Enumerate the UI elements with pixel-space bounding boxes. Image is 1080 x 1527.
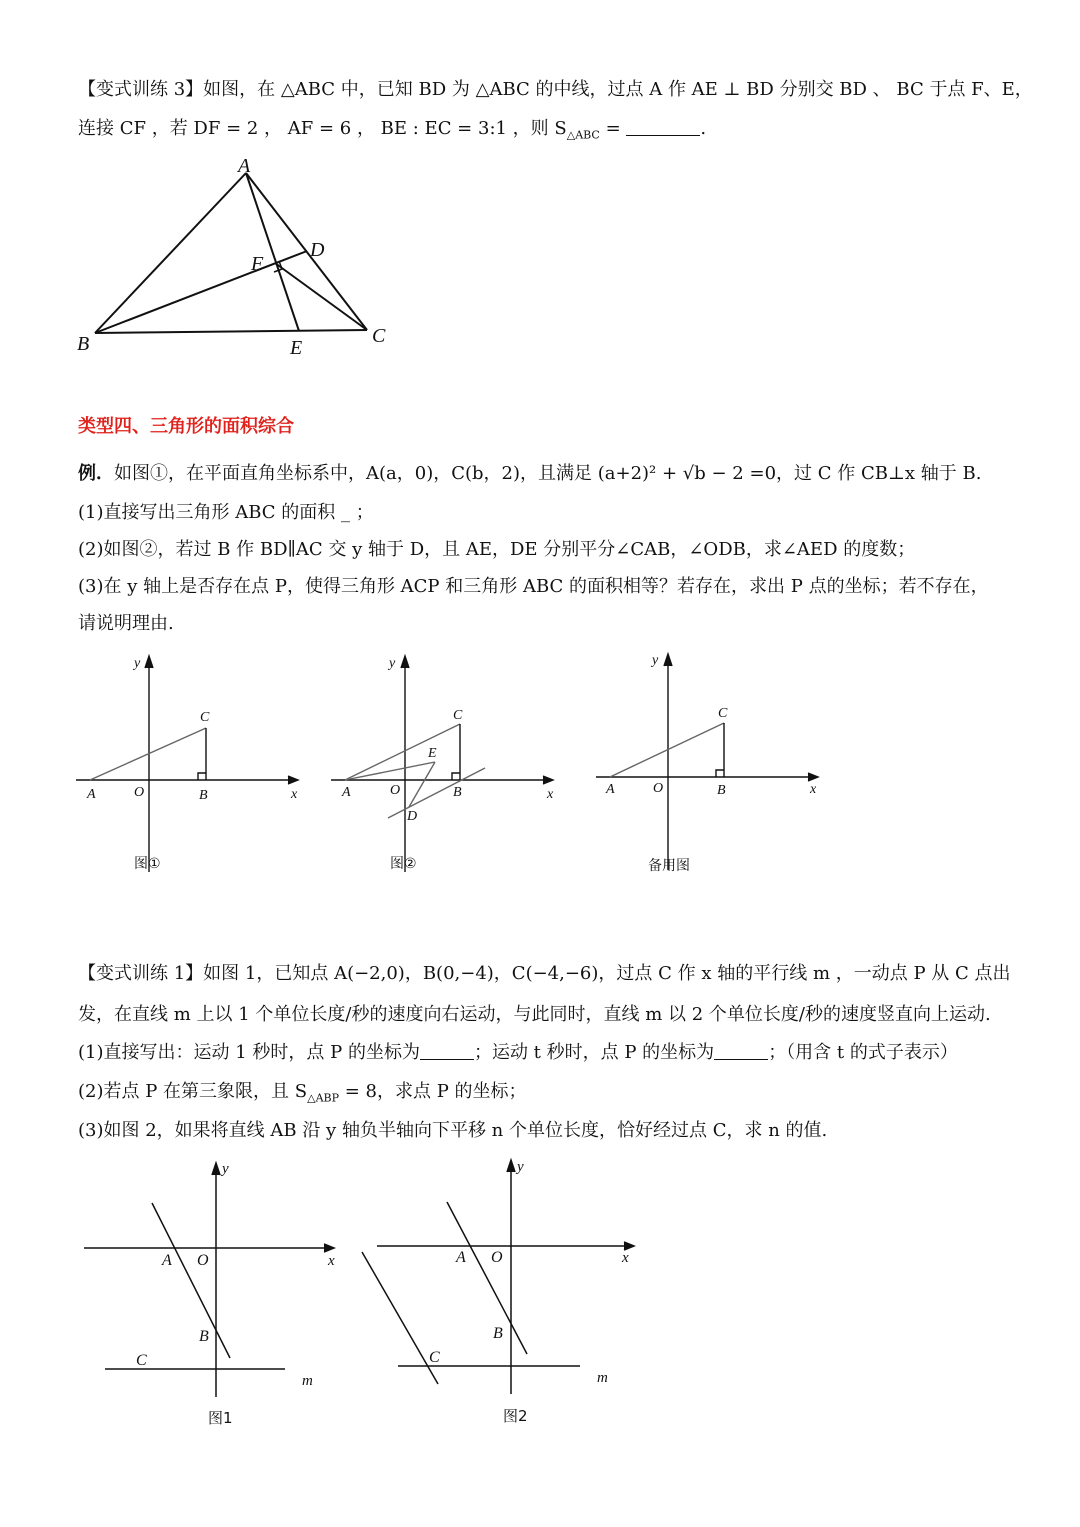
graph-spare [590, 648, 830, 880]
answer-blank-2 [714, 1041, 768, 1060]
axis-x-label: x [328, 1253, 335, 1269]
label-b: B [453, 785, 462, 800]
problem-3-line-2 [78, 117, 706, 148]
figure-2-lines [355, 1152, 645, 1432]
label-a: A [342, 785, 351, 800]
caption-spare: 备用图 [648, 858, 690, 874]
graph-2 [325, 650, 565, 880]
label-m: m [597, 1370, 608, 1386]
caption-figure-1: 图① [134, 856, 161, 872]
variant-1-line-2: 发，在直线 m 上以 1 个单位长度/秒的速度向右运动，与此同时，直线 m 以 2 个单位长度/秒的速度竖直向上运动. [78, 1004, 991, 1025]
label-d: D [310, 239, 325, 261]
axis-x-label: x [622, 1250, 629, 1266]
label-a: A [606, 782, 615, 797]
example-question-1: (1)直接写出三角形 ABC 的面积 _ ； [78, 502, 374, 523]
q1-text-c: ；（用含 t 的式子表示） [768, 1042, 958, 1063]
label-o: O [653, 781, 664, 796]
axis-y-label: y [222, 1161, 229, 1177]
example-question-2: (2)如图②，若过 B 作 BD∥AC 交 y 轴于 D，且 AE，DE 分别平分∠CAB，∠ODB，求∠AED 的度数； [78, 539, 916, 560]
graph-1 [70, 650, 310, 880]
q2-text-a: (2)若点 P 在第三象限，且 S [78, 1081, 308, 1102]
axis-y-label: y [134, 656, 141, 671]
label-b: B [717, 783, 726, 798]
axis-y-label: y [389, 656, 396, 671]
label-a: A [456, 1249, 466, 1266]
variant-1-question-3: (3)如图 2，如果将直线 AB 沿 y 轴负半轴向下平移 n 个单位长度，恰好经过点 C，求 n 的值. [78, 1120, 828, 1141]
label-e: E [290, 337, 303, 359]
segment-cf [275, 263, 367, 330]
caption-fig2: 图2 [503, 1407, 528, 1425]
caption-fig1: 图1 [208, 1409, 233, 1427]
label-o: O [390, 783, 401, 798]
q1-text-a: (1)直接写出：运动 1 秒时，点 P 的坐标为 [78, 1042, 420, 1063]
label-b: B [77, 333, 90, 355]
label-c: C [453, 708, 463, 723]
variant-1-question-1 [78, 1041, 958, 1065]
axis-x-label: x [810, 782, 817, 797]
segment-bc [95, 330, 367, 333]
section-title: 类型四、三角形的面积综合 [78, 416, 294, 437]
variant-1-question-2 [78, 1080, 527, 1111]
label-d: D [407, 809, 418, 824]
label-c: C [136, 1352, 147, 1369]
label-o: O [491, 1249, 503, 1266]
example-text: 如图①，在平面直角坐标系中，A(a，0)，C(b，2)，且满足 (a+2)² + √b − 2 =0，过 C 作 CB⊥x 轴于 B. [114, 463, 982, 484]
axis-y-label: y [517, 1159, 524, 1175]
label-b: B [493, 1325, 503, 1342]
label-c: C [429, 1349, 440, 1366]
equals: = [599, 118, 627, 139]
label-c: C [372, 325, 386, 347]
example-question-3a: (3)在 y 轴上是否存在点 P，使得三角形 ACP 和三角形 ABC 的面积相等？若存在，求出 P 点的坐标；若不存在， [78, 576, 989, 597]
example-line-1 [78, 462, 981, 486]
example-question-3b: 请说明理由. [78, 613, 174, 634]
label-f: F [251, 253, 264, 275]
label-a: A [238, 155, 251, 177]
q2-text-b: = 8，求点 P 的坐标； [339, 1081, 527, 1102]
label-o: O [134, 785, 145, 800]
axis-x-label: x [291, 787, 298, 802]
variant-1-line-1: 【变式训练 1】如图 1，已知点 A(−2,0)，B(0,−4)，C(−4,−6)，过点 C 作 x 轴的平行线 m ，一动点 P 从 C 点出 [78, 963, 1011, 984]
label-c: C [718, 706, 728, 721]
axis-x-label: x [547, 787, 554, 802]
period: . [700, 118, 707, 139]
caption-figure-2: 图② [390, 856, 417, 872]
segment-ae [246, 173, 299, 331]
label-e: E [428, 746, 437, 761]
label-a: A [87, 787, 96, 802]
problem-3-line-1: 【变式训练 3】如图，在 △ABC 中，已知 BD 为 △ABC 的中线，过点 A 作 AE ⊥ BD 分别交 BD 、 BC 于点 F、E， [78, 79, 1033, 100]
example-label: 例． [78, 463, 114, 484]
figure-1-lines [80, 1155, 350, 1435]
answer-blank [626, 117, 700, 136]
label-b: B [199, 788, 208, 803]
label-c: C [200, 710, 210, 725]
label-b: B [199, 1328, 209, 1345]
segment-ab [95, 173, 246, 333]
label-a: A [162, 1252, 172, 1269]
q2-subscript: △ABP [307, 1091, 339, 1105]
label-m: m [302, 1373, 313, 1389]
q1-text-b: ；运动 t 秒时，点 P 的坐标为 [473, 1042, 715, 1063]
area-subscript: △ABC [566, 128, 600, 142]
label-o: O [197, 1252, 209, 1269]
answer-blank-1 [420, 1041, 474, 1060]
problem-3-line-2-text: 连接 CF ，若 DF = 2 ， AF = 6 ， BE : EC = 3:1 ，则 S [78, 118, 567, 139]
triangle-figure [70, 150, 410, 365]
axis-y-label: y [652, 653, 659, 668]
